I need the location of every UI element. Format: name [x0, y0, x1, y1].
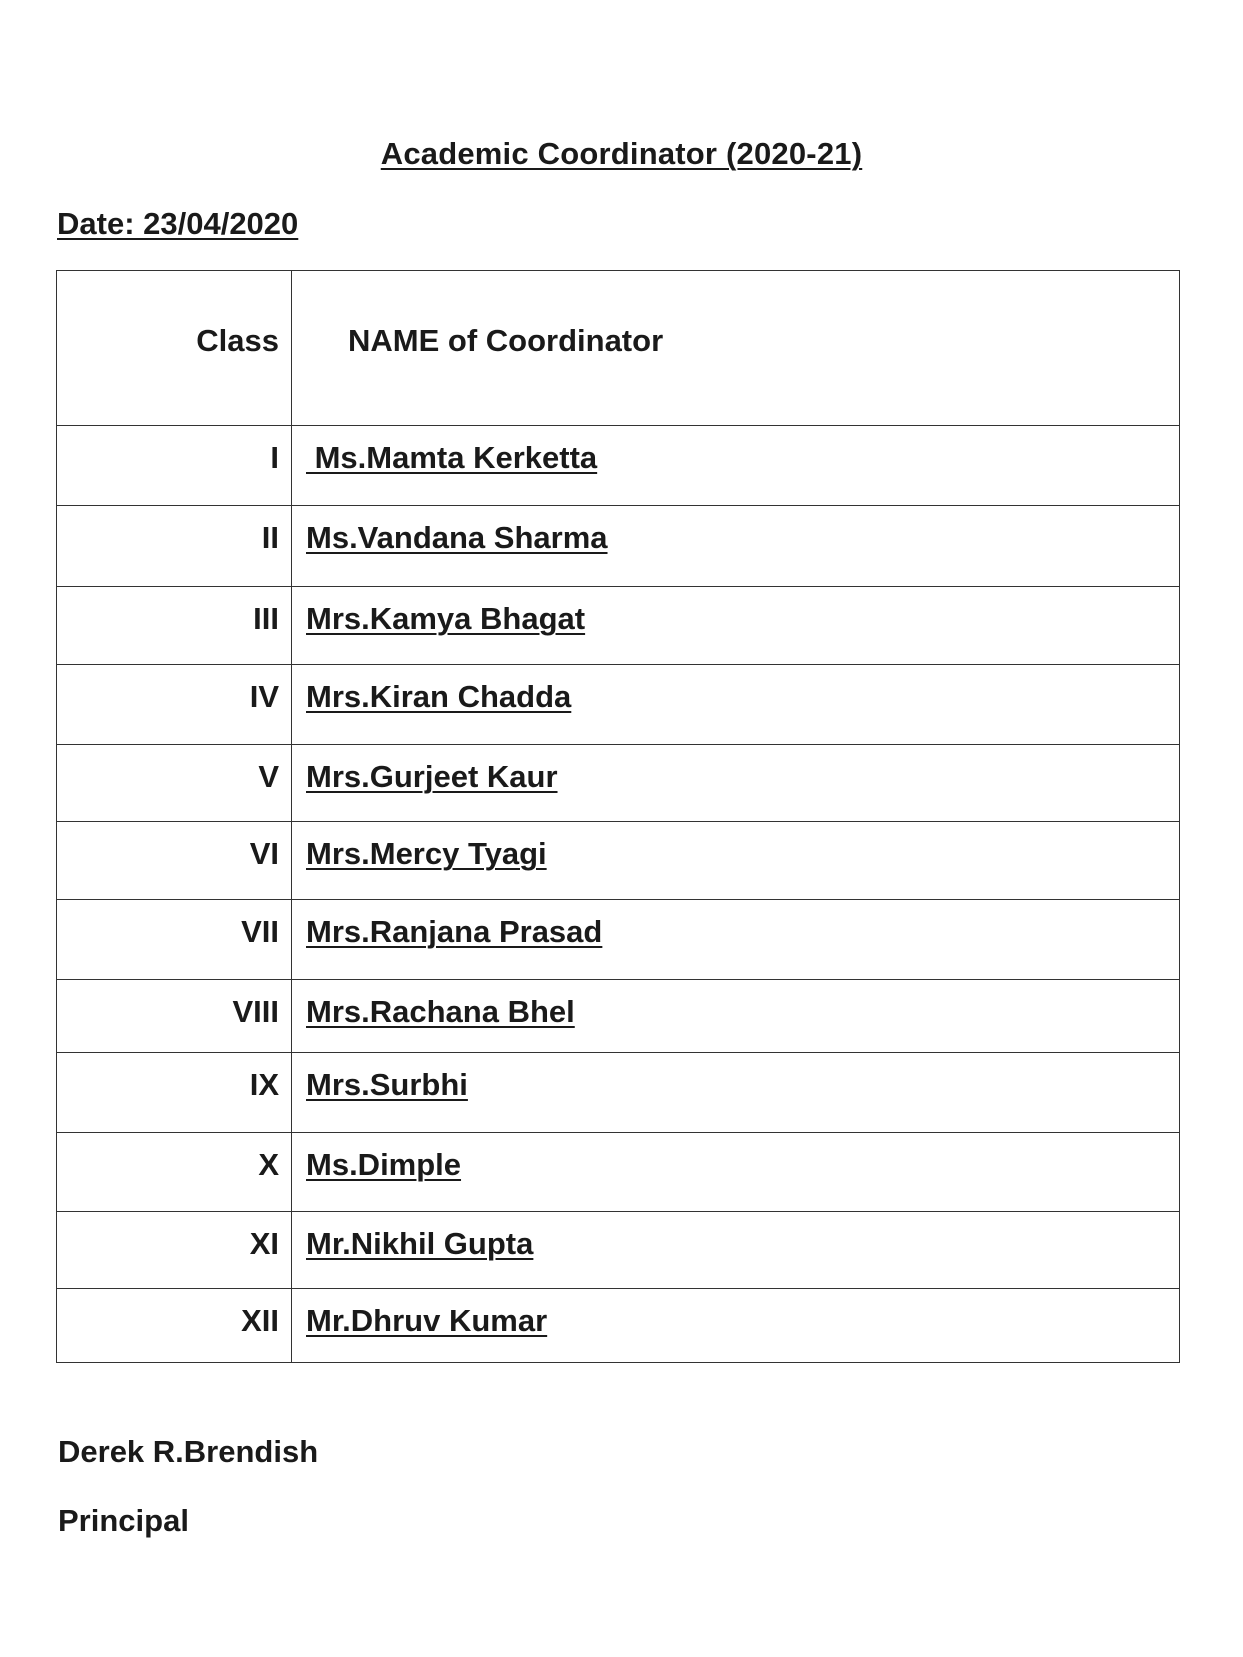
coordinator-cell: Mrs.Surbhi	[292, 1053, 1180, 1133]
coordinator-cell: Mrs.Kamya Bhagat	[292, 587, 1180, 665]
class-cell: IV	[57, 665, 292, 745]
table-row	[57, 980, 1180, 1053]
table-row	[57, 665, 1180, 745]
table-row	[57, 587, 1180, 665]
class-cell: V	[57, 745, 292, 822]
table-row	[57, 1053, 1180, 1133]
table-row	[57, 506, 1180, 587]
coordinator-table	[56, 270, 1180, 1363]
coordinator-cell: Mrs.Gurjeet Kaur	[292, 745, 1180, 822]
table-row	[57, 900, 1180, 980]
coordinator-cell: Mr.Dhruv Kumar	[292, 1289, 1180, 1363]
coordinator-cell: Mrs.Rachana Bhel	[292, 980, 1180, 1053]
header-coordinator-name: NAME of Coordinator	[292, 271, 1180, 426]
coordinator-cell: Mrs.Ranjana Prasad	[292, 900, 1180, 980]
table-row	[57, 822, 1180, 900]
signatory-name: Derek R.Brendish	[58, 1434, 319, 1469]
header-class: Class	[57, 271, 292, 426]
table-header-row	[57, 271, 1180, 426]
class-cell: XI	[57, 1212, 292, 1289]
table-row	[57, 1289, 1180, 1363]
coordinator-cell: Ms.Mamta Kerketta	[292, 426, 1180, 506]
coordinator-cell: Mrs.Kiran Chadda	[292, 665, 1180, 745]
table-row	[57, 1212, 1180, 1289]
document-title-text: Academic Coordinator (2020-21)	[380, 136, 863, 171]
class-cell: XII	[57, 1289, 292, 1363]
class-cell: II	[57, 506, 292, 587]
class-cell: X	[57, 1133, 292, 1212]
class-cell: III	[57, 587, 292, 665]
coordinator-cell: Mr.Nikhil Gupta	[292, 1212, 1180, 1289]
coordinator-cell: Ms.Dimple	[292, 1133, 1180, 1212]
class-cell: VIII	[57, 980, 292, 1053]
class-cell: VI	[57, 822, 292, 900]
coordinator-cell: Mrs.Mercy Tyagi	[292, 822, 1180, 900]
class-cell: I	[57, 426, 292, 506]
table-row	[57, 1133, 1180, 1212]
coordinator-cell: Ms.Vandana Sharma	[292, 506, 1180, 587]
table-row	[57, 745, 1180, 822]
class-cell: IX	[57, 1053, 292, 1133]
document-date: Date: 23/04/2020	[57, 206, 299, 241]
document-title	[0, 136, 1243, 172]
signatory-role: Principal	[58, 1503, 189, 1538]
class-cell: VII	[57, 900, 292, 980]
table-row	[57, 426, 1180, 506]
